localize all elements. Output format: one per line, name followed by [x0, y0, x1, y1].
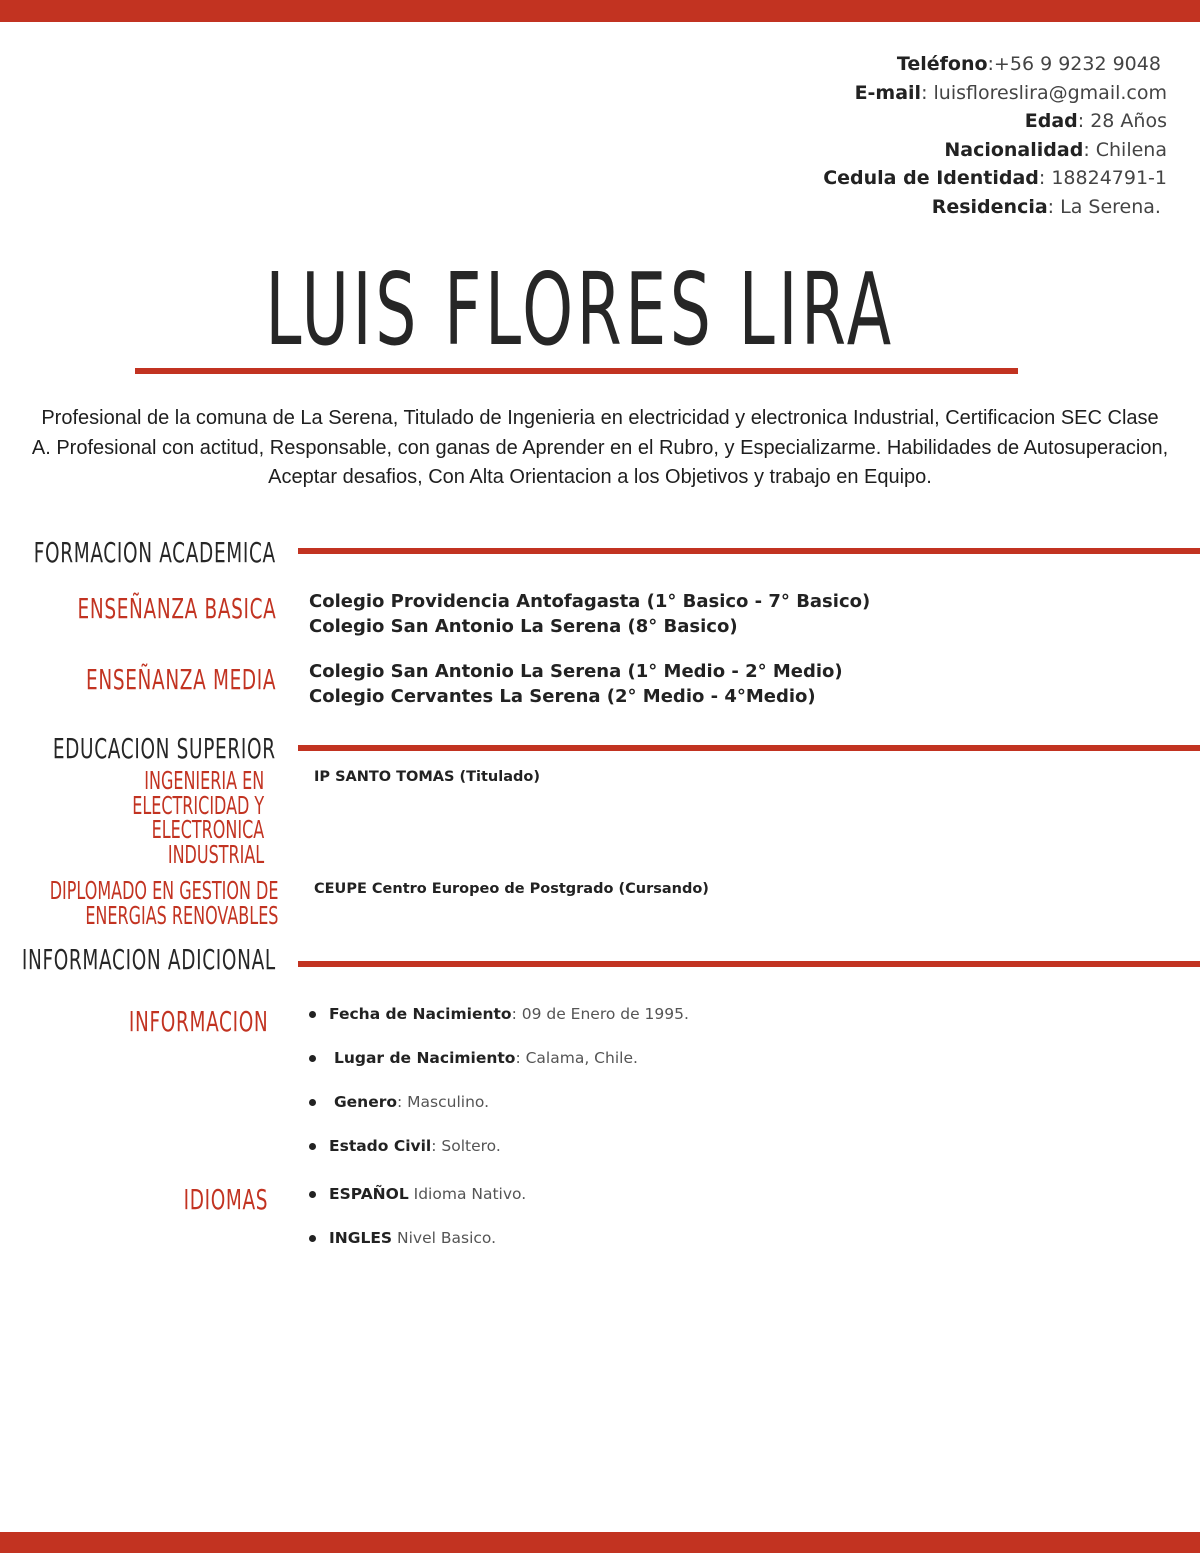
contact-id: Cedula de Identidad: 18824791-1 — [823, 167, 1167, 190]
degree-line-3: ELECTRONICA — [151, 815, 264, 844]
bullet-icon — [309, 1143, 316, 1150]
section-title-adicional: INFORMACION ADICIONAL — [22, 943, 276, 976]
bullet-icon — [309, 1055, 316, 1062]
list-item: INGLES Nivel Basico. — [309, 1227, 526, 1271]
list-item: Fecha de Nacimiento: 09 de Enero de 1995. — [309, 1003, 689, 1047]
contact-residence: Residencia: La Serena. — [931, 195, 1161, 218]
resume-name: LUIS FLORES LIRA — [265, 251, 895, 368]
section-rule-superior — [298, 745, 1200, 751]
label-idiomas: IDIOMAS — [183, 1183, 268, 1216]
personal-info-list — [309, 1003, 689, 1179]
section-title-formacion: FORMACION ACADEMICA — [33, 536, 276, 569]
bullet-icon — [309, 1099, 316, 1106]
list-item: Estado Civil: Soltero. — [309, 1135, 689, 1179]
degree-title — [132, 766, 264, 869]
section-rule-adicional — [298, 961, 1200, 967]
school-media-1: Colegio San Antonio La Serena (1° Medio - 2° Medio) — [309, 661, 843, 682]
bullet-icon — [309, 1235, 316, 1242]
diploma-institution: CEUPE Centro Europeo de Postgrado (Cursando) — [314, 881, 709, 897]
diploma-line-2: ENERGIAS RENOVABLES — [84, 900, 278, 930]
name-underline — [135, 368, 1018, 374]
school-basica-2: Colegio San Antonio La Serena (8° Basico) — [309, 616, 738, 637]
contact-email: E-mail: luisfloreslira@gmail.com — [854, 81, 1167, 104]
list-item: ESPAÑOL Idioma Nativo. — [309, 1183, 526, 1227]
school-media-2: Colegio Cervantes La Serena (2° Medio - 4°Medio) — [309, 686, 816, 707]
degree-line-4: INDUSTRIAL — [167, 839, 264, 869]
languages-list — [309, 1183, 526, 1271]
section-rule-formacion — [298, 548, 1200, 554]
degree-line-2: ELECTRICIDAD Y — [132, 790, 264, 820]
label-ensenanza-basica: ENSEÑANZA BASICA — [77, 592, 276, 625]
degree-institution: IP SANTO TOMAS (Titulado) — [314, 769, 540, 785]
contact-age: Edad: 28 Años — [1024, 110, 1167, 133]
bullet-icon — [309, 1191, 316, 1198]
bottom-accent-bar — [0, 1532, 1200, 1553]
label-ensenanza-media: ENSEÑANZA MEDIA — [85, 663, 276, 696]
school-basica-1: Colegio Providencia Antofagasta (1° Basico - 7° Basico) — [309, 591, 871, 612]
contact-block — [823, 50, 1167, 222]
contact-nationality: Nacionalidad: Chilena — [944, 138, 1167, 161]
list-item: Lugar de Nacimiento: Calama, Chile. — [309, 1047, 689, 1091]
contact-phone: Teléfono:+56 9 9232 9048 — [896, 53, 1161, 75]
list-item: Genero: Masculino. — [309, 1091, 689, 1135]
degree-line-1: INGENIERIA EN — [144, 766, 264, 795]
diploma-title — [49, 876, 278, 930]
diploma-line-1: DIPLOMADO EN GESTION DE — [49, 876, 278, 905]
bullet-icon — [309, 1011, 316, 1018]
label-informacion: INFORMACION — [128, 1005, 268, 1038]
profile-summary: Profesional de la comuna de La Serena, Titulado de Ingenieria en electricidad y electronica Industrial, Certificacion SEC Clase A. Profesional con actitud, Responsable, con ganas de Aprender en el Rubro, y Especializarme. Habilidades de Autosuperacion, Aceptar desafios, Con Alta Orientacion a los Objetivos y trabajo en Equipo. — [31, 407, 1169, 488]
top-accent-bar — [0, 0, 1200, 22]
section-title-superior: EDUCACION SUPERIOR — [53, 732, 276, 765]
